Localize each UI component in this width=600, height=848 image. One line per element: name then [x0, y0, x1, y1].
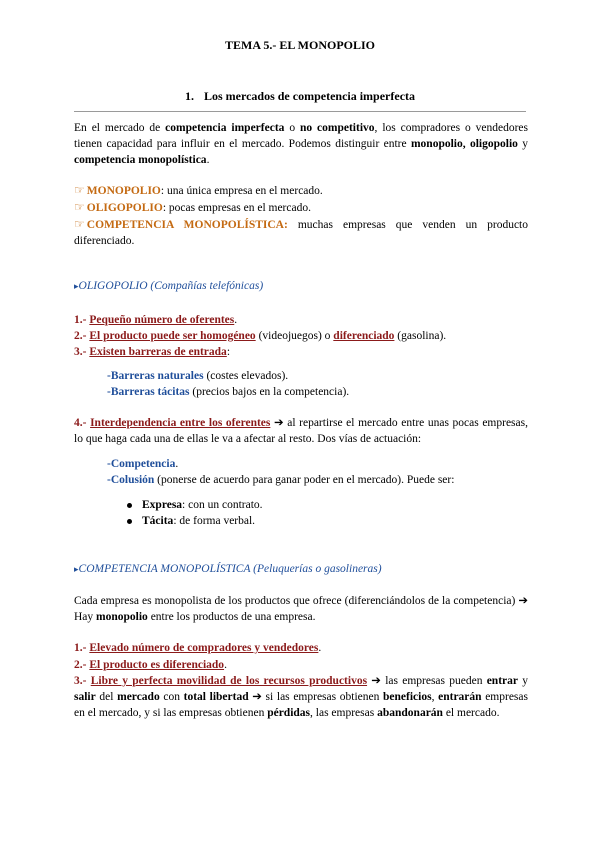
- competencia-heading: [74, 561, 528, 577]
- point-label: Interdependencia entre los oferentes: [90, 417, 271, 429]
- point-text: .: [318, 642, 322, 654]
- collusion-item: [127, 513, 255, 529]
- market-type-text: : una única empresa en el mercado.: [160, 185, 323, 197]
- horizontal-rule: [74, 111, 526, 112]
- point-label: El producto puede ser homogéneo: [89, 330, 256, 342]
- point-bold: entrar: [486, 675, 518, 687]
- oligopolio-point-1: [74, 312, 528, 328]
- intro-text: , los compradores o vendedores tienen capacidad para influir en el mercado. Podemos distinguir entre: [74, 122, 528, 150]
- competencia-intro-bold: monopolio: [96, 611, 148, 623]
- way-label: -Colusión: [107, 474, 155, 486]
- competencia-point-2: [74, 657, 528, 673]
- competencia-point-1: [74, 640, 528, 656]
- market-type-text: muchas empresas que venden un producto diferenciado.: [74, 219, 529, 247]
- point-bold: salir: [74, 691, 96, 703]
- pointing-hand-icon: ☞: [74, 200, 85, 214]
- point-bold: total libertad: [183, 691, 249, 703]
- point-label: Elevado número de compradores y vendedores: [89, 642, 319, 654]
- document-title: TEMA 5.- EL MONOPOLIO: [224, 38, 375, 52]
- point-bold: abandonarán: [377, 707, 443, 719]
- way-item: [107, 456, 178, 472]
- oligopolio-heading: [74, 278, 528, 294]
- intro-paragraph: [74, 120, 528, 168]
- pointing-hand-icon: ☞: [74, 217, 85, 231]
- oligopolio-point-2: [74, 328, 528, 344]
- section-number: 1.: [184, 89, 194, 103]
- intro-bold: competencia imperfecta: [165, 122, 285, 134]
- point-label: Libre y perfecta movilidad de los recursos productivos: [90, 675, 368, 687]
- oligopolio-heading-text: OLIGOPOLIO (Compañías telefónicas): [78, 280, 264, 292]
- intro-text: ,: [462, 138, 470, 150]
- point-number: 3.-: [74, 346, 87, 358]
- point-label: diferenciado: [333, 330, 395, 342]
- competencia-intro-text: entre los productos de una empresa.: [147, 611, 316, 623]
- point-bold: beneficios: [383, 691, 432, 703]
- market-type-competencia: [74, 216, 528, 249]
- point-text: , las empresas: [310, 707, 378, 719]
- point-text: ,: [431, 691, 439, 703]
- point-bold: entrarán: [438, 691, 482, 703]
- point-text: el mercado.: [442, 707, 500, 719]
- point-text: del: [95, 691, 118, 703]
- market-type-oligopolio: [74, 199, 528, 216]
- competencia-intro: [74, 593, 528, 625]
- way-text: .: [175, 458, 179, 470]
- collusion-label: Expresa: [142, 499, 183, 511]
- market-type-monopolio: [74, 182, 528, 199]
- intro-text: y: [517, 138, 529, 150]
- point-label: Pequeño número de oferentes: [89, 314, 235, 326]
- point-text: con: [159, 691, 184, 703]
- triangle-bullet-icon: ▸: [74, 281, 79, 291]
- intro-text: .: [206, 154, 210, 166]
- point-text: ➔ si las empresas obtienen: [248, 691, 384, 703]
- point-label: Existen barreras de entrada: [89, 346, 227, 358]
- bullet-dot-icon: [127, 503, 132, 508]
- intro-bold: oligopolio: [469, 138, 518, 150]
- intro-bold: no competitivo: [299, 122, 375, 134]
- oligopolio-point-3: [74, 344, 528, 360]
- market-type-label: COMPETENCIA MONOPOLÍSTICA:: [86, 219, 288, 231]
- intro-bold: monopolio: [410, 138, 463, 150]
- point-number: 4.-: [74, 417, 87, 429]
- point-text: (gasolina).: [394, 330, 447, 342]
- competencia-heading-text: COMPETENCIA MONOPOLÍSTICA (Peluquerías o gasolineras): [78, 563, 382, 575]
- intro-text: o: [284, 122, 300, 134]
- market-type-label: OLIGOPOLIO: [86, 202, 163, 214]
- barrier-text: (precios bajos en la competencia).: [189, 386, 350, 398]
- point-text: ➔ al repartirse el mercado entre unas pocas empresas, lo que haga cada una de ellas le va a afectar al resto. Dos vías de actuación:: [74, 417, 528, 445]
- point-text: ➔ las empresas pueden: [367, 675, 487, 687]
- point-text: .: [234, 314, 238, 326]
- collusion-label: Tácita: [142, 515, 174, 527]
- way-label: -Competencia: [107, 458, 176, 470]
- barrier-item: [107, 384, 349, 400]
- point-text: empresas en el mercado, y si las empresas obtienen: [74, 691, 528, 719]
- point-number: 2.-: [74, 659, 87, 671]
- point-text: :: [226, 346, 231, 358]
- section-title: Los mercados de competencia imperfecta: [203, 89, 416, 103]
- way-item: [107, 472, 454, 488]
- way-text: (ponerse de acuerdo para ganar poder en el mercado). Puede ser:: [154, 474, 455, 486]
- point-number: 2.-: [74, 330, 87, 342]
- market-type-label: MONOPOLIO: [86, 185, 161, 197]
- barrier-label: -Barreras naturales: [107, 370, 204, 382]
- point-text: y: [518, 675, 528, 687]
- market-type-text: : pocas empresas en el mercado.: [162, 202, 311, 214]
- point-label: El producto es diferenciado: [89, 659, 225, 671]
- triangle-bullet-icon: ▸: [74, 564, 79, 574]
- pointing-hand-icon: ☞: [74, 183, 85, 197]
- bullet-dot-icon: [127, 519, 132, 524]
- collusion-item: [127, 497, 263, 513]
- point-bold: pérdidas: [267, 707, 311, 719]
- point-bold: mercado: [117, 691, 160, 703]
- oligopolio-point-4: [74, 415, 528, 447]
- barrier-text: (costes elevados).: [203, 370, 289, 382]
- barrier-item: [107, 368, 288, 384]
- barrier-label: -Barreras tácitas: [107, 386, 190, 398]
- point-number: 3.-: [74, 675, 87, 687]
- intro-bold: competencia monopolística: [74, 154, 207, 166]
- collusion-text: : con un contrato.: [182, 499, 263, 511]
- intro-text: En el mercado de: [74, 122, 166, 134]
- competencia-point-3: [74, 673, 528, 721]
- point-number: 1.-: [74, 642, 87, 654]
- section-heading: [0, 88, 600, 104]
- point-text: .: [224, 659, 227, 671]
- competencia-intro-text: Cada empresa es monopolista de los productos que ofrece (diferenciándolos de la competencia) ➔ Hay: [74, 595, 528, 623]
- collusion-text: : de forma verbal.: [173, 515, 256, 527]
- point-text: (videojuegos) o: [255, 330, 334, 342]
- point-number: 1.-: [74, 314, 87, 326]
